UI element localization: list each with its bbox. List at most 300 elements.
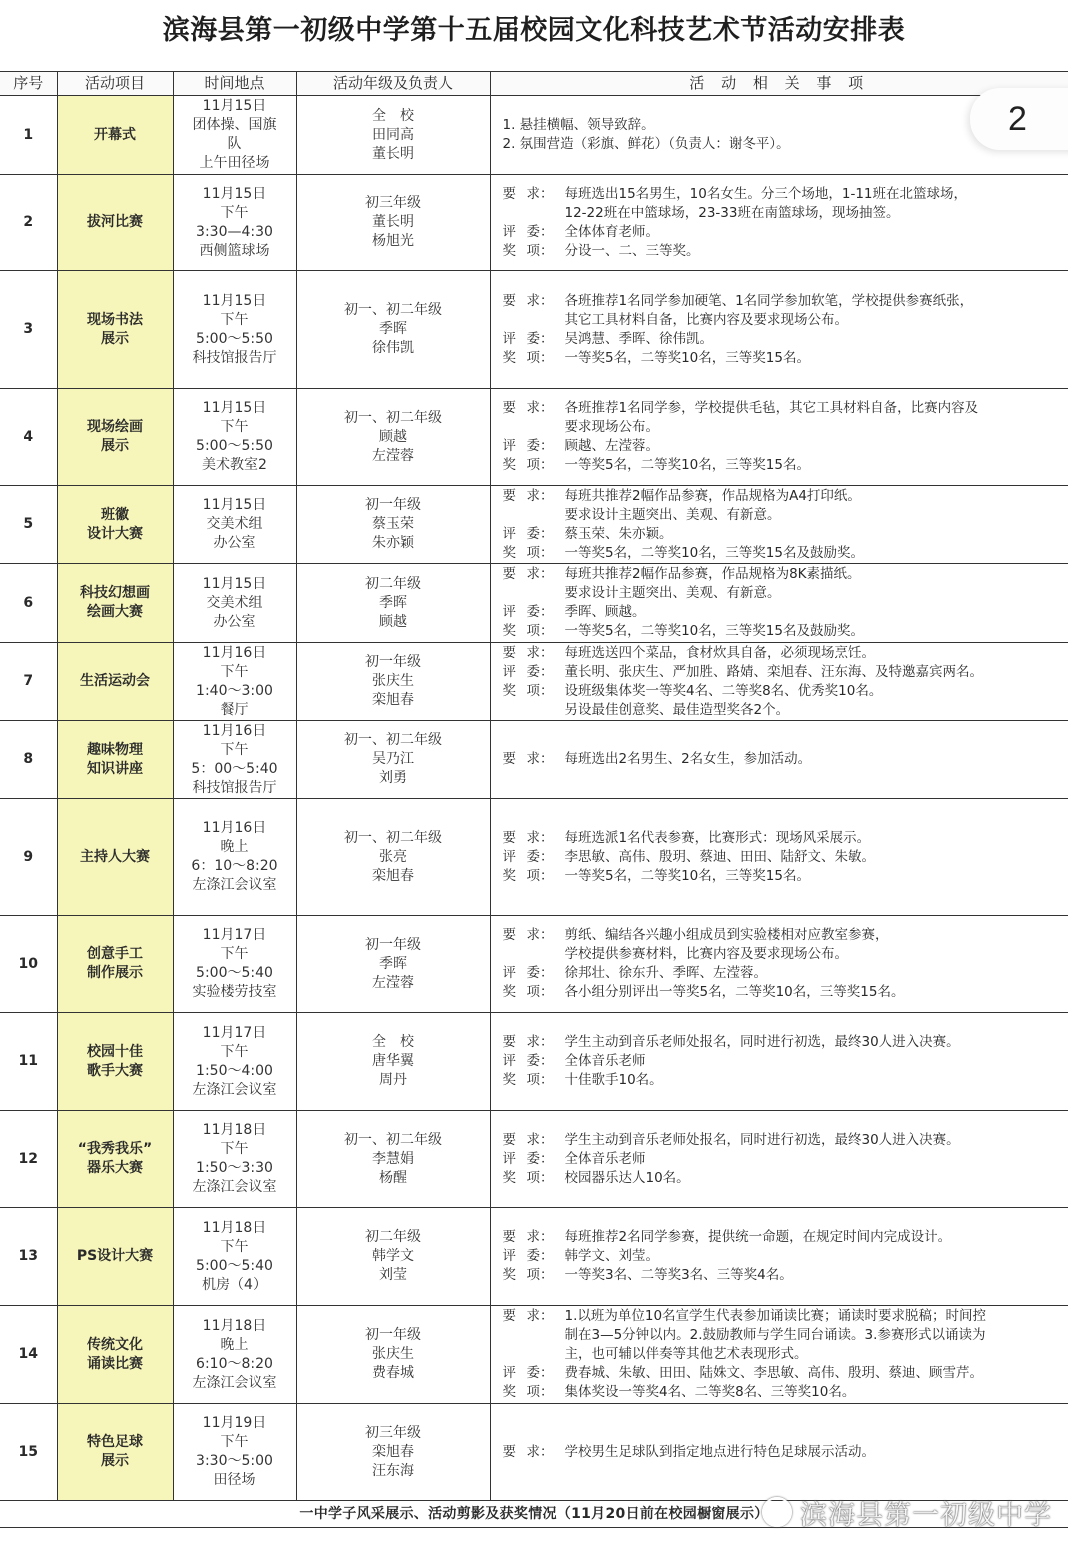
judge-line — [503, 223, 1063, 242]
time-place-lines — [174, 292, 296, 368]
time-place-line: 下午 — [220, 419, 249, 435]
label-colon: ： — [540, 487, 554, 504]
table-row — [0, 643, 1068, 721]
time-place — [173, 799, 296, 916]
req-label — [503, 1443, 565, 1462]
award-label — [503, 544, 565, 563]
award-text: 集体奖设一等奖4名、二等奖8名、三等奖10名。 — [564, 1384, 856, 1400]
grade-leader-lines — [297, 1131, 490, 1188]
time-place-line: 5:00～5:50 — [196, 438, 273, 454]
time-place-line: 5:00～5:40 — [196, 1257, 273, 1274]
time-place-line: 11月18日 — [202, 1219, 267, 1236]
activity-line: 特色足球 — [87, 1434, 143, 1450]
req-label-char: 要 — [502, 751, 516, 767]
time-place-lines — [174, 1024, 296, 1100]
table-row — [0, 1013, 1068, 1111]
req-line — [503, 644, 1063, 663]
req-label-char: 求 — [526, 185, 540, 202]
grade-leader-lines — [297, 653, 490, 710]
req-label-char: 求 — [526, 566, 540, 582]
award-label-char: 奖 — [502, 623, 516, 639]
time-place-line: 左涤江会议室 — [192, 877, 277, 893]
req-label-char: 要 — [502, 644, 516, 661]
grade-leader-lines — [297, 731, 490, 788]
header-num: 序号 — [0, 72, 57, 96]
award-label-char: 项 — [526, 457, 540, 473]
judge-text: 费春城、朱敏、田田、陆姝文、李思敏、高伟、殷玥、蔡迪、顾雪芹。 — [564, 1365, 983, 1381]
activity-name — [57, 1208, 173, 1306]
label-colon: ： — [540, 682, 554, 699]
award-label-char: 项 — [526, 682, 540, 699]
award-label-char: 项 — [526, 349, 540, 366]
activity-name — [57, 1013, 173, 1111]
judge-label-char: 委 — [526, 223, 540, 240]
header-activity: 活动项目 — [57, 72, 173, 96]
activity-name — [57, 271, 173, 389]
time-place-line: 餐厅 — [220, 701, 249, 718]
time-place — [173, 486, 296, 564]
req-label-char: 求 — [526, 644, 540, 661]
activity-details — [490, 799, 1068, 916]
req-text: 学生主动到音乐老师处报名，同时进行初选，最终30人进入决赛。 — [564, 1131, 960, 1148]
activity-line: 校园十佳 — [87, 1043, 143, 1060]
grade-and-leaders — [296, 96, 490, 175]
req-text: 学校男生足球队到指定地点进行特色足球展示活动。 — [564, 1443, 875, 1460]
award-label — [503, 1169, 565, 1188]
label-colon: ： — [540, 751, 554, 767]
award-label-char: 奖 — [502, 457, 516, 473]
req-label-char: 要 — [502, 487, 516, 504]
table-row — [0, 1306, 1068, 1404]
grade-leader-line: 蔡玉荣 — [372, 516, 414, 532]
judge-line — [503, 437, 1063, 456]
grade-leader-line: 初一、初二年级 — [344, 732, 442, 748]
grade-leader-lines — [297, 107, 490, 164]
award-line — [503, 544, 1063, 563]
row-number: 5 — [0, 486, 57, 564]
label-colon: ： — [540, 1384, 554, 1400]
award-label — [503, 242, 565, 261]
time-place-line: 下午 — [220, 1434, 249, 1450]
grade-leader-lines — [297, 301, 490, 358]
req-label — [503, 1307, 565, 1326]
req-label-char: 要 — [502, 829, 516, 846]
label-colon: ： — [540, 544, 554, 561]
req-label-char: 求 — [526, 927, 540, 943]
grade-leader-line: 初三年级 — [365, 195, 421, 211]
judge-label-char: 评 — [502, 525, 516, 542]
time-place-line: 科技馆报告厅 — [192, 349, 277, 366]
label-colon: ： — [540, 848, 554, 865]
req-continuation: 12-22班在中篮球场，23-33班在南篮球场，现场抽签。 — [564, 204, 900, 221]
req-label-char: 求 — [526, 751, 540, 767]
activity-line: 主持人大赛 — [80, 848, 150, 865]
award-label-char: 项 — [526, 867, 540, 884]
award-label — [503, 682, 565, 701]
grade-leader-line: 初一年级 — [365, 936, 421, 953]
activity-lines — [58, 1336, 173, 1374]
grade-leader-line: 季晖 — [379, 594, 407, 611]
table-header-row — [0, 72, 1068, 96]
award-line — [503, 1383, 1063, 1402]
time-place-line: 11月16日 — [202, 820, 267, 836]
judge-text: 蔡玉荣、朱亦颖。 — [564, 525, 673, 542]
req-label — [503, 292, 565, 311]
judge-label-char: 委 — [526, 1365, 540, 1381]
time-place-line: 3:30—4:30 — [196, 223, 273, 240]
table-row — [0, 916, 1068, 1013]
time-place — [173, 1013, 296, 1111]
grade-leader-line: 左滢蓉 — [372, 974, 414, 991]
time-place — [173, 96, 296, 175]
time-place-lines — [174, 722, 296, 798]
activity-lines — [58, 1140, 173, 1178]
grade-leader-line: 张亮 — [379, 848, 407, 865]
judge-line — [503, 525, 1063, 544]
req-label-char: 求 — [526, 292, 540, 309]
activity-line: 器乐大赛 — [87, 1160, 143, 1176]
label-colon: ： — [540, 400, 554, 416]
req-text: 每班选出2名男生、2名女生，参加活动。 — [564, 751, 812, 767]
time-place-line: 左涤江会议室 — [192, 1081, 277, 1098]
table-row — [0, 1208, 1068, 1306]
judge-label — [503, 964, 565, 983]
label-colon: ： — [540, 330, 554, 347]
label-colon: ： — [540, 1034, 554, 1050]
judge-label-char: 评 — [502, 330, 516, 347]
note-line: 2. 氛围营造（彩旗、鲜花）（负责人：谢冬平）。 — [502, 136, 790, 152]
activity-lines — [58, 213, 173, 232]
grade-leader-line: 杨醒 — [379, 1169, 407, 1186]
award-label-char: 项 — [526, 984, 540, 1000]
time-place-lines — [174, 1317, 296, 1393]
award-label — [503, 1266, 565, 1285]
req-label-char: 要 — [502, 1443, 516, 1460]
activity-line: 诵读比赛 — [87, 1355, 143, 1372]
award-text: 一等奖5名，二等奖10名，三等奖15名。 — [564, 867, 810, 884]
time-place-line: 11月17日 — [202, 927, 267, 943]
award-label-char: 项 — [526, 1267, 540, 1283]
award-continuation: 另设最佳创意奖、最佳造型奖各2个。 — [564, 701, 790, 718]
header-details: 活 动 相 关 事 项 — [490, 72, 1068, 96]
grade-and-leaders — [296, 564, 490, 643]
time-place-lines — [174, 819, 296, 895]
activity-line: 开幕式 — [94, 126, 136, 143]
activity-line: 展示 — [101, 330, 129, 347]
time-place-line: 下午 — [220, 204, 249, 221]
row-number: 1 — [0, 96, 57, 175]
activity-name — [57, 486, 173, 564]
grade-leader-line: 全 校 — [372, 1034, 414, 1050]
label-colon: ： — [540, 349, 554, 366]
judge-label — [503, 1150, 565, 1169]
grade-leader-lines — [297, 575, 490, 632]
judge-line — [503, 1150, 1063, 1169]
req-text: 每班选出15名男生，10名女生。分三个场地，1-11班在北篮球场， — [564, 185, 967, 202]
time-place-line: 下午 — [220, 741, 249, 758]
time-place-line: 1:50～3:30 — [196, 1160, 273, 1176]
award-line — [503, 622, 1063, 641]
grade-leader-line: 栾旭春 — [372, 1443, 414, 1460]
table-row — [0, 486, 1068, 564]
activity-line: 现场绘画 — [87, 419, 143, 435]
judge-label-char: 评 — [502, 1150, 516, 1167]
time-place-line: 科技馆报告厅 — [192, 779, 277, 796]
grade-leader-lines — [297, 496, 490, 553]
time-place-line: 3:30～5:00 — [196, 1453, 273, 1469]
award-line — [503, 682, 1063, 701]
judge-line — [503, 1247, 1063, 1266]
table-row — [0, 389, 1068, 486]
award-text: 一等奖5名，二等奖10名，三等奖15名及鼓励奖。 — [564, 623, 864, 639]
activity-name — [57, 1404, 173, 1501]
grade-leader-line: 汪东海 — [372, 1462, 414, 1479]
award-line — [503, 983, 1063, 1002]
activity-line: 传统文化 — [87, 1336, 143, 1353]
grade-leader-line: 周丹 — [379, 1072, 407, 1088]
req-line — [503, 829, 1063, 848]
req-label — [503, 185, 565, 204]
time-place-line: 左涤江会议室 — [192, 1374, 277, 1391]
time-place-line: 11月15日 — [202, 98, 267, 114]
grade-leader-line: 杨旭光 — [372, 233, 414, 249]
schedule-sheet — [0, 71, 1068, 1528]
time-place-line: 实验楼劳技室 — [192, 984, 277, 1000]
time-place-lines — [174, 1121, 296, 1197]
time-place-line: 6:10～8:20 — [196, 1355, 273, 1372]
label-colon: ： — [540, 829, 554, 846]
grade-leader-line: 吴乃江 — [372, 751, 414, 767]
grade-leader-line: 栾旭春 — [372, 867, 414, 884]
time-place — [173, 916, 296, 1013]
grade-leader-lines — [297, 829, 490, 886]
label-colon: ： — [540, 457, 554, 473]
time-place — [173, 564, 296, 643]
activity-line: 拔河比赛 — [87, 214, 143, 230]
time-place-line: 上午田径场 — [199, 155, 270, 171]
req-label — [503, 750, 565, 769]
time-place-line: 5:00～5:50 — [196, 330, 273, 347]
award-line — [503, 242, 1063, 261]
award-label — [503, 867, 565, 886]
grade-leader-line: 顾越 — [379, 613, 407, 630]
note-line: 1. 悬挂横幅、领导致辞。 — [502, 117, 655, 133]
award-label-char: 奖 — [502, 1072, 516, 1088]
grade-leader-line: 左滢蓉 — [372, 447, 414, 464]
activity-details — [490, 721, 1068, 799]
judge-label-char: 评 — [502, 604, 516, 620]
judge-text: 徐邦壮、徐东升、季晖、左滢蓉。 — [564, 965, 767, 981]
award-text: 一等奖3名、二等奖3名、三等奖4名。 — [564, 1267, 793, 1283]
judge-label — [503, 1052, 565, 1071]
req-line — [503, 750, 1063, 769]
activity-details — [490, 1111, 1068, 1208]
req-continuation: 学校提供参赛材料，比赛内容及要求现场公布。 — [564, 946, 848, 962]
activity-details — [490, 175, 1068, 271]
award-label — [503, 622, 565, 641]
time-place-lines — [174, 575, 296, 632]
grade-leader-line: 韩学文 — [372, 1248, 414, 1264]
award-label — [503, 1383, 565, 1402]
row-number: 15 — [0, 1404, 57, 1501]
activity-name — [57, 799, 173, 916]
req-label-char: 求 — [526, 1443, 540, 1460]
row-number: 10 — [0, 916, 57, 1013]
award-label-char: 奖 — [502, 1169, 516, 1186]
award-text: 分设一、二、三等奖。 — [564, 242, 700, 259]
grade-leader-line: 唐华翼 — [372, 1053, 414, 1069]
req-line — [503, 1131, 1063, 1150]
activity-name — [57, 389, 173, 486]
time-place-line: 11月16日 — [202, 644, 267, 661]
label-colon: ： — [540, 525, 554, 542]
time-place-lines — [174, 926, 296, 1002]
req-continuation: 要求设计主题突出、美观、有新意。 — [564, 585, 781, 601]
grade-leader-line: 初一年级 — [365, 497, 421, 513]
req-text: 学生主动到音乐老师处报名，同时进行初选，最终30人进入决赛。 — [564, 1034, 960, 1050]
time-place-line: 11月15日 — [202, 185, 267, 202]
award-text: 各小组分别评出一等奖5名，二等奖10名，三等奖15名。 — [564, 984, 905, 1000]
req-label-char: 要 — [502, 1308, 516, 1324]
label-colon: ： — [540, 867, 554, 884]
judge-label-char: 评 — [502, 965, 516, 981]
activity-line: PS设计大赛 — [76, 1248, 154, 1264]
time-place-line: 办公室 — [213, 613, 256, 630]
table-row — [0, 721, 1068, 799]
award-label-char: 奖 — [502, 1267, 516, 1283]
grade-leader-line: 顾越 — [379, 428, 407, 445]
judge-label — [503, 330, 565, 349]
time-place-line: 交美术组 — [206, 594, 263, 611]
page-number-badge[interactable]: 2 — [970, 88, 1068, 150]
row-number: 7 — [0, 643, 57, 721]
award-label — [503, 349, 565, 368]
time-place-line: 机房（4） — [202, 1276, 267, 1293]
award-label-char: 奖 — [502, 867, 516, 884]
time-place-line: 交美术组 — [206, 516, 263, 532]
judge-text: 全体体育老师。 — [564, 223, 659, 240]
grade-and-leaders — [296, 1111, 490, 1208]
grade-and-leaders — [296, 1013, 490, 1111]
label-colon: ： — [540, 223, 554, 240]
judge-label-char: 评 — [502, 1248, 516, 1264]
judge-label-char: 评 — [502, 1053, 516, 1069]
activity-lines — [58, 418, 173, 456]
judge-text: 韩学文、刘莹。 — [564, 1248, 659, 1264]
judge-label-char: 评 — [502, 1365, 516, 1381]
row-number: 11 — [0, 1013, 57, 1111]
req-line — [503, 1033, 1063, 1052]
label-colon: ： — [540, 438, 554, 454]
grade-leader-line: 董长明 — [372, 145, 414, 162]
activity-details — [490, 486, 1068, 564]
award-text: 一等奖5名，二等奖10名，三等奖15名。 — [564, 349, 810, 366]
grade-leader-line: 朱亦颖 — [372, 535, 414, 551]
req-text: 各班推荐1名同学参，学校提供毛毡，其它工具材料自备，比赛内容及 — [564, 400, 979, 416]
award-label-char: 项 — [526, 544, 540, 561]
table-row — [0, 271, 1068, 389]
activity-line: 生活运动会 — [80, 673, 150, 689]
page-title: 滨海县第一初级中学第十五届校园文化科技艺术节活动安排表 — [162, 15, 906, 46]
judge-text: 顾越、左滢蓉。 — [564, 438, 659, 454]
req-continuation: 制在3—5分钟以内。2.鼓励教师与学生同台诵读。3.参赛形式以诵读为 — [564, 1327, 986, 1343]
time-place-line: 11月15日 — [202, 400, 267, 416]
activity-lines — [58, 741, 173, 779]
req-label-char: 求 — [526, 487, 540, 504]
time-place-line: 西侧篮球场 — [199, 242, 270, 259]
judge-line — [503, 964, 1063, 983]
watermark — [762, 1492, 1052, 1532]
grade-leader-line: 张庆生 — [372, 673, 414, 689]
activity-name — [57, 1111, 173, 1208]
header-timeplace: 时间地点 — [173, 72, 296, 96]
activity-line: 设计大赛 — [87, 525, 143, 542]
award-label-char: 奖 — [502, 984, 516, 1000]
req-continuation: 主，也可辅以伴奏等其他艺术表现形式。 — [564, 1346, 808, 1362]
activity-lines — [58, 1043, 173, 1081]
time-place-line: 11月18日 — [202, 1317, 267, 1334]
grade-leader-lines — [297, 1326, 490, 1383]
judge-line — [503, 603, 1063, 622]
judge-text: 季晖、顾越。 — [564, 604, 646, 620]
judge-label — [503, 663, 565, 682]
activity-name — [57, 96, 173, 175]
time-place-line: 队 — [227, 136, 242, 152]
time-place-line: 11月15日 — [202, 575, 267, 592]
req-continuation: 要求现场公布。 — [564, 419, 659, 435]
row-number: 9 — [0, 799, 57, 916]
time-place-line: 11月16日 — [202, 722, 267, 739]
row-number: 6 — [0, 564, 57, 643]
req-text: 每班选送四个菜品，食材炊具自备，必须现场烹饪。 — [564, 644, 875, 661]
req-line — [503, 1307, 1063, 1326]
judge-text: 全体音乐老师 — [564, 1053, 646, 1069]
time-place-line: 下午 — [220, 1238, 249, 1255]
table-row — [0, 1111, 1068, 1208]
award-label — [503, 1071, 565, 1090]
req-label-char: 要 — [502, 1229, 516, 1245]
grade-leader-line: 初一、初二年级 — [344, 1131, 442, 1148]
grade-leader-line: 栾旭春 — [372, 692, 414, 708]
judge-line — [503, 663, 1063, 682]
grade-leader-line: 张庆生 — [372, 1346, 414, 1362]
wechat-glyph-icon — [769, 1505, 785, 1519]
label-colon: ： — [540, 604, 554, 620]
time-place — [173, 643, 296, 721]
time-place — [173, 1111, 296, 1208]
time-place-line: 田径场 — [213, 1472, 256, 1488]
schedule-table — [0, 71, 1068, 1528]
req-line — [503, 292, 1063, 311]
activity-line: 班徽 — [101, 506, 129, 523]
time-place-line: 1:40～3:00 — [196, 682, 273, 699]
activity-name — [57, 721, 173, 799]
activity-line: 展示 — [101, 438, 129, 454]
time-place — [173, 721, 296, 799]
time-place-lines — [174, 496, 296, 553]
row-number: 8 — [0, 721, 57, 799]
grade-and-leaders — [296, 1208, 490, 1306]
judge-line — [503, 848, 1063, 867]
label-colon: ： — [540, 663, 554, 680]
footer-note: 一中学子风采展示、活动剪影及获奖情况（11月20日前在校园橱窗展示） — [0, 1501, 1068, 1528]
time-place-line: 11月17日 — [202, 1024, 267, 1041]
grade-leader-line: 费春城 — [372, 1365, 414, 1381]
grade-and-leaders — [296, 1404, 490, 1501]
activity-name — [57, 564, 173, 643]
judge-label-char: 委 — [526, 1248, 540, 1264]
activity-details — [490, 916, 1068, 1013]
